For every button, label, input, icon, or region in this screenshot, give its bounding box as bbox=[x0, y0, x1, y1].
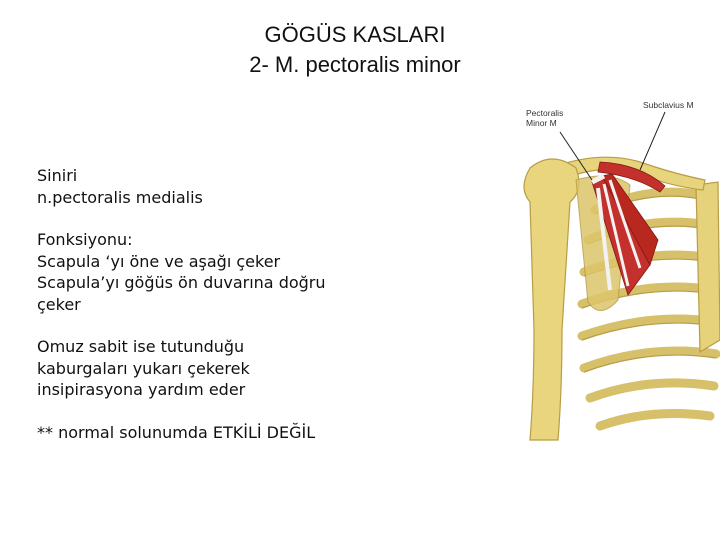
label-subclavius: Subclavius M bbox=[643, 100, 694, 110]
function-heading: Fonksiyonu: bbox=[37, 230, 133, 249]
note-section bbox=[37, 422, 457, 444]
anatomy-illustration bbox=[500, 90, 720, 460]
label-pectoralis-line-2: Minor M bbox=[526, 118, 557, 128]
fixed-line-2: kaburgaları yukarı çekerek bbox=[37, 358, 250, 378]
function-section bbox=[37, 229, 457, 315]
leader-line-subclavius bbox=[640, 112, 665, 170]
title-line-2: 2- M. pectoralis minor bbox=[249, 52, 461, 77]
nerve-value: n.pectoralis medialis bbox=[37, 187, 203, 207]
title-line-1: GÖGÜS KASLARI bbox=[264, 22, 446, 47]
nerve-heading: Siniri bbox=[37, 166, 78, 185]
fixed-line-3: insipirasyona yardım eder bbox=[37, 380, 246, 399]
function-line-3: çeker bbox=[37, 294, 81, 314]
slide-body bbox=[37, 165, 457, 464]
humerus bbox=[524, 159, 579, 440]
nerve-section bbox=[37, 165, 457, 208]
shoulder-skeleton-drawing bbox=[500, 90, 720, 460]
function-line-2: Scapula’yı göğüs ön duvarına doğru bbox=[37, 273, 326, 292]
label-pectoralis-minor bbox=[526, 108, 563, 128]
sternum bbox=[696, 182, 720, 352]
label-pectoralis-line-1: Pectoralis bbox=[526, 108, 564, 118]
slide-title bbox=[180, 20, 530, 80]
function-line-1: Scapula ‘yı öne ve aşağı çeker bbox=[37, 251, 281, 271]
fixed-shoulder-section bbox=[37, 336, 457, 401]
fixed-line-1: Omuz sabit ise tutunduğu bbox=[37, 337, 245, 356]
note-text: ** normal solunumda ETKİLİ DEĞİL bbox=[37, 422, 316, 442]
